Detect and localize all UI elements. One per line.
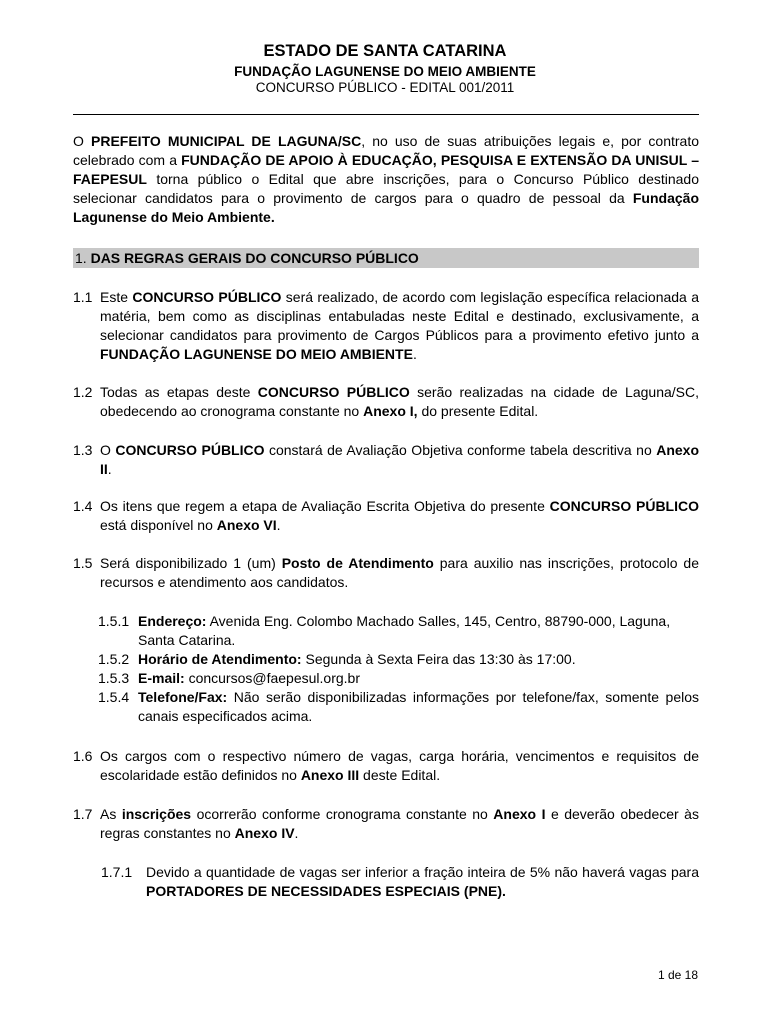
- page-number: 1 de 18: [657, 968, 698, 982]
- header-divider: [73, 114, 699, 115]
- clause-1-1: 1.1 Este CONCURSO PÚBLICO será realizado, de acordo com legislação específica relacionada a matéria, bem como as disciplinas entabuladas neste Edital e destinado, exclusivamente, a selecionar candidatos para provimento de Cargos Públicos para a provimento efetivo junto a FUNDAÇÃO LAGUNENSE DO MEIO AMBIENTE.: [73, 289, 699, 362]
- section-heading: 1. DAS REGRAS GERAIS DO CONCURSO PÚBLICO: [73, 248, 699, 268]
- clause-1-5-1: 1.5.1 Endereço: Avenida Eng. Colombo Machado Salles, 145, Centro, 88790-000, Laguna, Santa Catarina.: [98, 613, 671, 648]
- clause-1-4: 1.4 Os itens que regem a etapa de Avaliação Escrita Objetiva do presente CONCURSO PÚBLICO está disponível no Anexo VI.: [73, 498, 699, 533]
- intro-paragraph: O PREFEITO MUNICIPAL DE LAGUNA/SC, no uso de suas atribuições legais e, por contrato celebrado com a FUNDAÇÃO DE APOIO À EDUCAÇÃO, PESQUISA E EXTENSÃO DA UNISUL – FAEPESUL torna público o Edital que abre inscrições, para o Concurso Público destinado selecionar candidatos para o provimento de cargos para o quadro de pessoal da Fundação Lagunense do Meio Ambiente.: [73, 133, 700, 225]
- clause-1-3: 1.3 O CONCURSO PÚBLICO constará de Avaliação Objetiva conforme tabela descritiva no Anexo II.: [73, 442, 699, 477]
- clause-1-2: 1.2 Todas as etapas deste CONCURSO PÚBLICO serão realizadas na cidade de Laguna/SC, obedecendo ao cronograma constante no Anexo I, do presente Edital.: [73, 384, 699, 419]
- foundation-title: FUNDAÇÃO LAGUNENSE DO MEIO AMBIENTE: [234, 64, 536, 79]
- clause-1-6: 1.6 Os cargos com o respectivo número de vagas, carga horária, vencimentos e requisitos de escolaridade estão definidos no Anexo III deste Edital.: [73, 748, 699, 783]
- clause-1-5: 1.5 Será disponibilizado 1 (um) Posto de Atendimento para auxilio nas inscrições, protocolo de recursos e atendimento aos candidatos.: [73, 555, 699, 590]
- state-title: ESTADO DE SANTA CATARINA: [263, 42, 507, 60]
- edital-title: CONCURSO PÚBLICO - EDITAL 001/2011: [255, 80, 515, 95]
- clause-1-5-2: 1.5.2 Horário de Atendimento: Segunda à Sexta Feira das 13:30 às 17:00.: [98, 651, 576, 667]
- clause-1-5-4: 1.5.4 Telefone/Fax: Não serão disponibilizadas informações por telefone/fax, somente pelos canais especificados acima.: [98, 689, 699, 724]
- clause-1-7: 1.7 As inscrições ocorrerão conforme cronograma constante no Anexo I e deverão obedecer às regras constantes no Anexo IV.: [73, 806, 699, 841]
- clause-1-7-1: 1.7.1 Devido a quantidade de vagas ser inferior a fração inteira de 5% não haverá vagas para PORTADORES DE NECESSIDADES ESPECIAIS (PNE).: [101, 864, 699, 899]
- clause-1-5-3: 1.5.3 E-mail: concursos@faepesul.org.br: [98, 670, 360, 686]
